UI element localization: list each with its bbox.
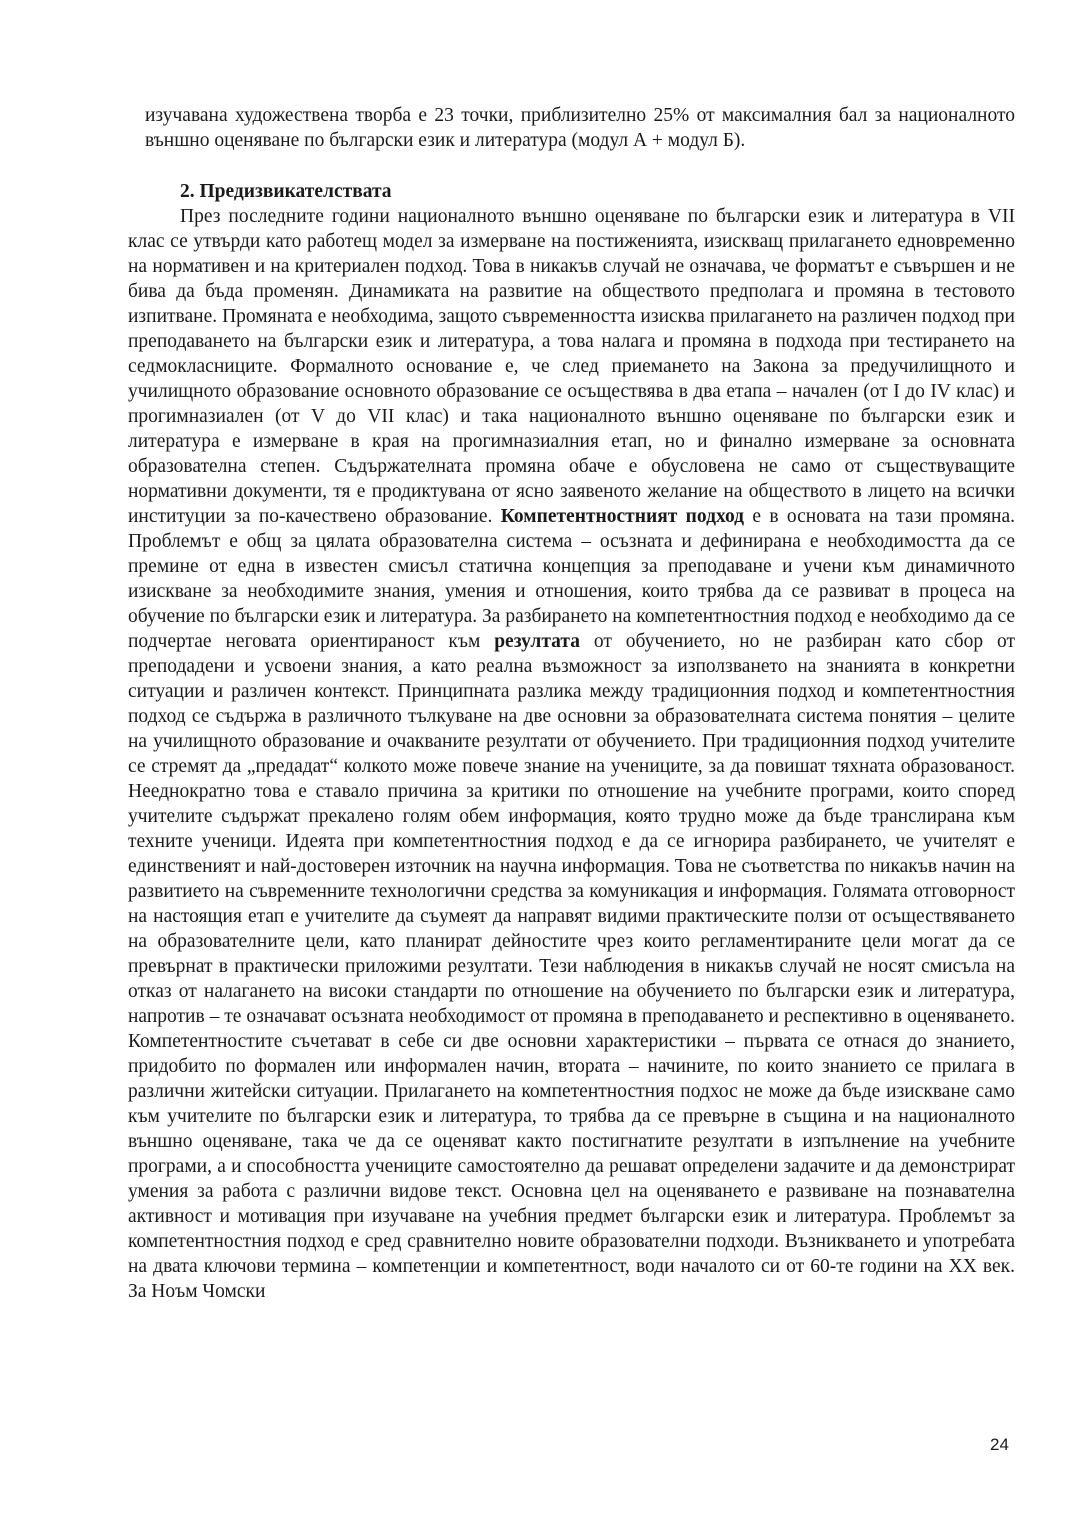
section-heading: 2. Предизвикателствата <box>180 181 392 202</box>
intro-text: изучавана художествена творба е 23 точки, приблизително 25% от максималния бал за националното външно оценяване по български език и литература (модул А + модул Б). <box>145 105 1015 151</box>
bold-term-competence-approach: Компетентностният подход <box>500 506 745 527</box>
body-text-segment: от обучението, но не разбиран като сбор от преподадени и усвоени знания, а като реална възможност за използването на знанията в конкретни ситуации и различен контекст. Принципната разлика между традиционния подход и компетентностния подход се съдържа в различното тълкуване на две основни за образователната система понятия – целите на училищното образование и очакваните резултати от обучението. При традиционния подход учителите се стремят да „предадат“ колкото може повече знание на учениците, за да повишат тяхната образованост. Нееднократно това е ставало причина за критики по отношение на учебните програми, които според учителите съдържат прекалено голям обем информация, която трудно може да бъде транслирана към техните ученици. Идеята при компетентностния подход е да се игнорира разбирането, че учителят е единственият и най-достоверен източник на научна информация. Това не съответства по никакъв начин на развитието на съвременните технологични средства за комуникация и информация. Голямата отговорност на настоящия етап е учителите да съумеят да направят видими практическите ползи от осъществяването на образователните цели, като планират дейностите чрез които регламентираните цели могат да се превърнат в практически приложими резултати. Тези наблюдения в никакъв случай не носят смисъла на отказ от налагането на високи стандарти по отношение на обучението по български език и литература, напротив – те означават осъзната необходимост от промяна в преподаването и респективно в оценяването. Компетентностите съчетават в себе си две основни характеристики – първата се отнася до знанието, придобито по формален или информален начин, втората – начините, по които знанието се прилага в различни житейски ситуации. Прилагането на компетентностния подхос не може да бъде изискване само към учителите по български език и литература, то трябва да се превърне в същина и на националното външно оценяване, така че да се оценяват както постигнатите резултати в изпълнение на учебните програми, а и способността учениците самостоятелно да решават определени задачите и да демонстрират умения за работа с различни видове текст. Основна цел на оценяването е развиване на познавателна активност и мотивация при изучаване на учебния предмет български език и литература. Проблемът за компетентностния подход е сред сравнително новите образователни подходи. Възникването и употребата на двата ключови термина – компетенции и компетентност, води началото си от 60-те години на XX век. За Ноъм Чомски <box>128 631 1015 1302</box>
intro-paragraph <box>145 103 1015 153</box>
body-paragraph <box>128 204 1015 1304</box>
page-number: 24 <box>990 1435 1009 1454</box>
body-text-segment: През последните години националното външно оценяване по български език и литература в VII клас се утвърди като работещ модел за измерване на постиженията, изискващ прилагането едновременно на нормативен и на критериален подход. Това в никакъв случай не означава, че форматът е съвършен и не бива да бъда променян. Динамиката на развитие на обществото предполага и промяна в тестовото изпитване. Промяната е необходима, защото съвременността изисква прилагането на различен подход при преподаването на български език и литература, а това налага и промяна в подхода при тестирането на седмокласниците. Формалното основание е, че след приемането на Закона за предучилищното и училищното образование основното образование се осъществява в два етапа – начален (от I до IV клас) и прогимназиален (от V до VII клас) и така националното външно оценяване по български език и литература е измерване в края на прогимназиалния етап, но и финално измерване за основната образователна степен. Съдържателната промяна обаче е обусловена не само от съществуващите нормативни документи, тя е продиктувана от ясно заявеното желание на обществото в лицето на всички институции за по-качествено образование. <box>128 206 1015 527</box>
body-text-segment: е в основата на тази промяна. Проблемът е общ за цялата образователна система – осъзната и дефинирана е необходимостта да се премине от една в известен смисъл статична концепция за преподаване и учени към динамичното изискване за необходимите знания, умения и отношения, които трябва да се развиват в процеса на обучение по български език и литература. За разбирането на компетентностния подход е необходимо да се подчертае неговата ориентираност към <box>128 506 1016 652</box>
bold-term-result: резултата <box>494 631 580 652</box>
